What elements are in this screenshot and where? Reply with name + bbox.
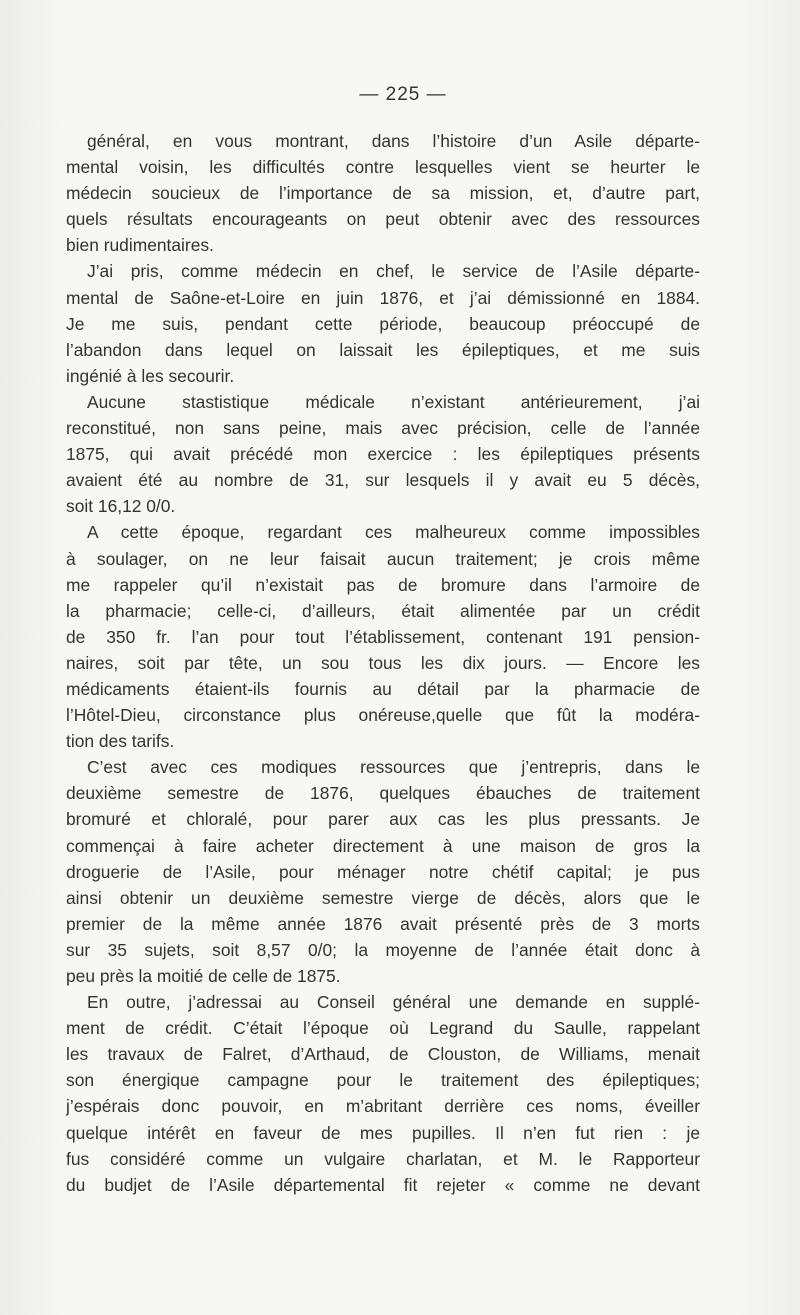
text-line: 1875, qui avait précédé mon exercice : les épileptiques présents: [66, 444, 700, 465]
text-line: peu près la moitié de celle de 1875.: [66, 966, 341, 986]
text-line: sur 35 sujets, soit 8,57 0/0; la moyenne de l’année était donc à: [66, 939, 700, 960]
text-line: mental de Saône-et-Loire en juin 1876, et j’ai démissionné en 1884.: [66, 287, 700, 308]
text-line: ainsi obtenir un deuxième semestre vierge de décès, alors que le: [66, 887, 700, 908]
paragraph: [66, 519, 700, 754]
paragraph: [66, 128, 700, 258]
text-line: tion des tarifs.: [66, 731, 175, 752]
text-line: deuxième semestre de 1876, quelques ébauches de traitement: [66, 783, 700, 804]
text-line: reconstitué, non sans peine, mais avec précision, celle de l’année: [66, 418, 700, 439]
text-line: Je me suis, pendant cette période, beaucoup préoccupé de: [66, 313, 700, 334]
text-line: commençai à faire acheter directement à une maison de gros la: [66, 835, 700, 856]
page-number: — 225 —: [359, 84, 447, 105]
text-line: avaient été au nombre de 31, sur lesquels il y avait eu 5 décès,: [66, 470, 700, 491]
text-line: les travaux de Falret, d’Arthaud, de Clouston, de Williams, menait: [66, 1044, 700, 1065]
text-line: médicaments étaient-ils fournis au détail par la pharmacie de: [66, 678, 700, 699]
text-line: de 350 fr. l’an pour tout l’établissement, contenant 191 pension-: [66, 626, 700, 647]
text-line: J’ai pris, comme médecin en chef, le service de l’Asile départe-: [87, 261, 700, 282]
text-line: premier de la même année 1876 avait présenté près de 3 morts: [66, 913, 700, 934]
text-line: me rappeler qu’il n’existait pas de bromure dans l’armoire de: [66, 574, 700, 595]
text-line: j’espérais donc pouvoir, en m’abritant derrière ces noms, éveiller: [66, 1096, 700, 1117]
text-line: médecin soucieux de l’importance de sa mission, et, d’autre part,: [66, 183, 700, 204]
text-line: droguerie de l’Asile, pour ménager notre chétif capital; je pus: [66, 861, 700, 882]
paragraph: [66, 989, 700, 1198]
text-line: quels résultats encourageants on peut obtenir avec des ressources: [66, 209, 700, 230]
text-line: à soulager, on ne leur faisait aucun traitement; je crois même: [66, 548, 700, 569]
text-line: général, en vous montrant, dans l’histoire d’un Asile départe-: [87, 131, 700, 151]
text-line: soit 16,12 0/0.: [66, 496, 176, 517]
paragraph: [66, 389, 700, 519]
text-line: quelque intérêt en faveur de mes pupilles. Il n’en fut rien : je: [66, 1122, 700, 1143]
text-line: fus considéré comme un vulgaire charlatan, et M. le Rapporteur: [66, 1148, 700, 1169]
text-line: ingénié à les secourir.: [66, 365, 235, 386]
text-line: naires, soit par tête, un sou tous les dix jours. — Encore les: [66, 652, 700, 673]
text-line: la pharmacie; celle-ci, d’ailleurs, était alimentée par un crédit: [66, 600, 700, 621]
text-line: A cette époque, regardant ces malheureux comme impossibles: [87, 522, 700, 543]
text-line: du budjet de l’Asile départemental fit rejeter « comme ne devant: [66, 1174, 700, 1195]
text-line: C’est avec ces modiques ressources que j’entrepris, dans le: [87, 757, 700, 778]
text-line: mental voisin, les difficultés contre lesquelles vient se heurter le: [66, 157, 700, 178]
text-line: En outre, j’adressai au Conseil général une demande en supplé-: [87, 992, 700, 1013]
text-line: Aucune stastistique médicale n’existant antérieurement, j’ai: [87, 391, 700, 412]
text-line: bien rudimentaires.: [66, 235, 214, 256]
paragraph: [66, 754, 700, 989]
text-line: ment de crédit. C’était l’époque où Legrand du Saulle, rappelant: [66, 1018, 700, 1039]
text-line: son énergique campagne pour le traitement des épileptiques;: [66, 1070, 700, 1091]
paragraph: [66, 258, 700, 388]
text-body: [66, 128, 700, 1198]
text-line: bromuré et chloralé, pour parer aux cas les plus pressants. Je: [66, 809, 700, 830]
text-line: l’Hôtel-Dieu, circonstance plus onéreuse,quelle que fût la modéra-: [66, 705, 700, 726]
text-line: l’abandon dans lequel on laissait les épileptiques, et me suis: [66, 339, 700, 360]
